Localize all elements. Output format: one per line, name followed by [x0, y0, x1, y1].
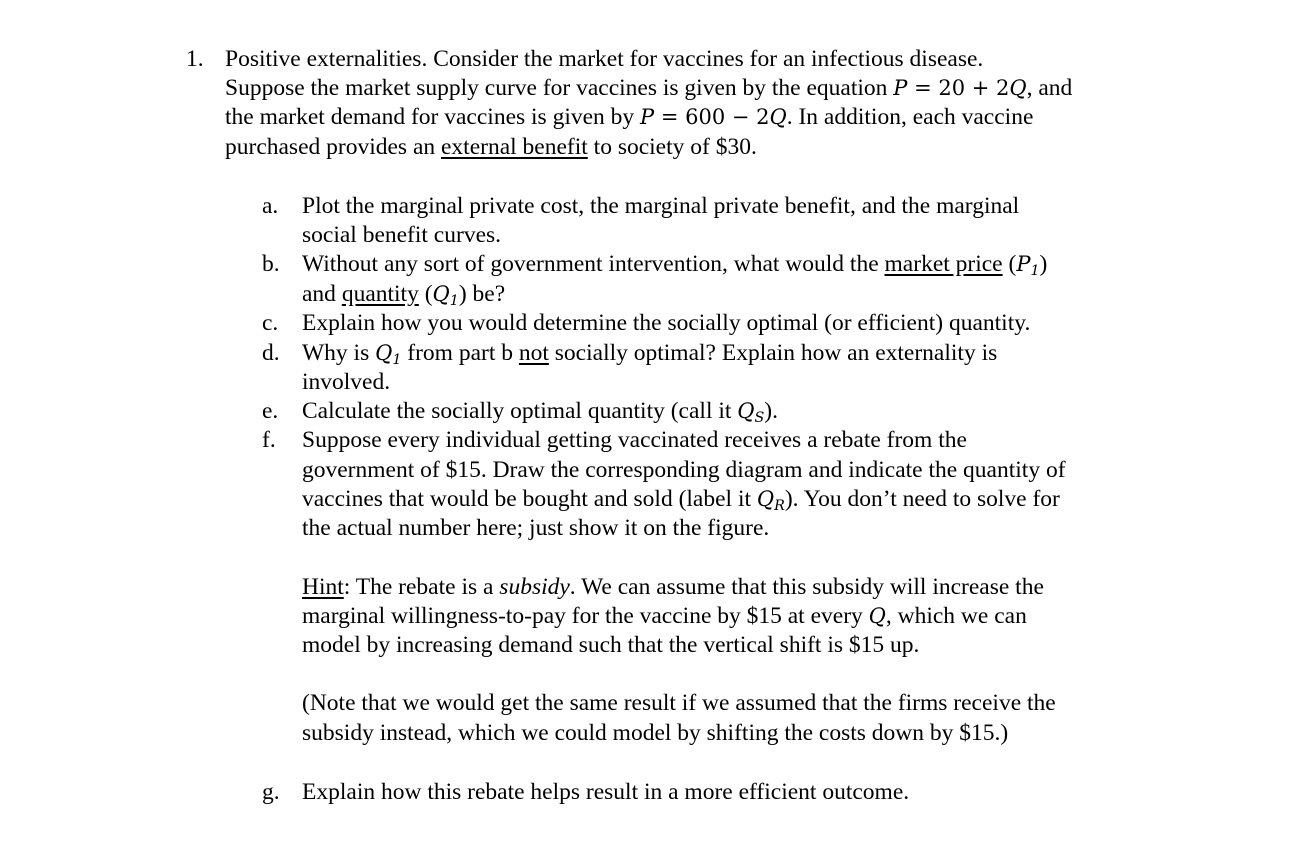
hint-line-2: [302, 605, 1027, 629]
demand-eq-q: Q: [769, 105, 787, 129]
not-term: not: [518, 340, 549, 366]
part-f-label: f.: [262, 427, 276, 453]
part-c-line-1: Explain how you would determine the socially optimal (or efficient) quantity.: [302, 310, 1031, 336]
intro-line-4: [225, 136, 757, 160]
p1-symbol-sub: 1: [1030, 262, 1040, 279]
hint-line-1-b: . We can assume that this subsidy will increase the: [569, 574, 1044, 600]
part-f-line-1: Suppose every individual getting vaccinated receives a rebate from the: [302, 427, 967, 453]
part-d-label: d.: [262, 340, 280, 366]
part-g-label: g.: [262, 779, 280, 805]
part-f-line-3-pre: vaccines that would be bought and sold (label it: [302, 486, 757, 512]
part-b-line-2-pre: and: [302, 281, 342, 307]
intro-line-3: [225, 106, 1033, 130]
qs-symbol-letter: Q: [737, 399, 755, 423]
intro-line-2-end: , and: [1026, 75, 1073, 101]
part-d-line-1-pre: Why is: [302, 340, 376, 366]
part-f-line-3: [302, 488, 1060, 512]
q1-symbol-d: [375, 341, 402, 368]
part-b-line-2: [302, 283, 505, 307]
intro-line-3-text: the market demand for vaccines is given by: [225, 104, 641, 130]
part-a-label: a.: [262, 193, 279, 219]
intro-line-1: Positive externalities. Consider the market for vaccines for an infectious disease.: [225, 46, 984, 72]
intro-line-4-post: to society of $30.: [587, 134, 757, 160]
part-b-line-2-close: ) be?: [458, 281, 506, 307]
supply-eq-p: P: [893, 76, 908, 100]
part-d-line-1-post: socially optimal? Explain how an externality is: [548, 340, 998, 366]
hint-line-1: [302, 576, 1044, 600]
q-symbol-hint: Q: [868, 604, 886, 628]
part-e-label: e.: [262, 398, 279, 424]
part-b-line-2-open: (: [418, 281, 433, 307]
part-f-line-4: the actual number here; just show it on the figure.: [302, 515, 770, 541]
part-f-line-2: government of $15. Draw the corresponding diagram and indicate the quantity of: [302, 457, 1066, 483]
note-line-2: subsidy instead, which we could model by shifting the costs down by $15.): [302, 720, 1009, 746]
part-g-line-1: Explain how this rebate helps result in a more efficient outcome.: [302, 779, 910, 805]
supply-eq-rest: = 20 + 2: [907, 76, 1010, 100]
part-b-open-paren: (: [1002, 251, 1017, 277]
p1-symbol: [1016, 252, 1040, 279]
part-e-line-1: [302, 400, 778, 424]
part-d-line-1: [302, 342, 997, 366]
intro-line-2: [225, 77, 1072, 101]
part-a-line-2: social benefit curves.: [302, 222, 502, 248]
part-e-line-1-post: ).: [764, 398, 778, 424]
part-f-line-3-post: ). You don’t need to solve for: [784, 486, 1060, 512]
demand-eq-rest: = 600 − 2: [654, 105, 770, 129]
hint-line-2-post: , which we can: [885, 603, 1027, 629]
part-c-label: c.: [262, 310, 279, 336]
hint-line-2-pre: marginal willingness-to-pay for the vaccine by $15 at every: [302, 603, 869, 629]
part-b-close-paren: ): [1039, 251, 1048, 277]
part-b-label: b.: [262, 251, 280, 277]
part-a-line-1: Plot the marginal private cost, the marginal private benefit, and the marginal: [302, 193, 1020, 219]
part-b-line-1-pre: Without any sort of government intervention, what would the: [302, 251, 885, 277]
qs-symbol-sub: S: [754, 409, 765, 426]
hint-label: Hint: [302, 574, 344, 600]
supply-eq-q: Q: [1009, 76, 1027, 100]
qs-symbol: [737, 399, 765, 426]
intro-line-2-text: Suppose the market supply curve for vaccines is given by the equation: [225, 75, 894, 101]
note-line-1: (Note that we would get the same result if we assumed that the firms receive the: [302, 690, 1056, 716]
q1-symbol-d-letter: Q: [375, 341, 393, 365]
qr-symbol-letter: Q: [756, 487, 775, 511]
part-d-line-2: involved.: [302, 369, 391, 395]
qr-symbol-sub: R: [774, 497, 785, 514]
quantity-term: quantity: [341, 281, 419, 307]
intro-line-3-end: . In addition, each vaccine: [786, 104, 1034, 130]
part-d-line-1-mid: from part b: [401, 340, 519, 366]
qr-symbol: [756, 487, 785, 514]
q1-symbol: [432, 282, 459, 309]
hint-line-1-a: : The rebate is a: [343, 574, 500, 600]
intro-line-4-pre: purchased provides an: [225, 134, 441, 160]
q1-symbol-letter: Q: [432, 282, 450, 306]
p1-symbol-letter: P: [1016, 252, 1031, 276]
demand-eq-p: P: [640, 105, 655, 129]
part-e-line-1-pre: Calculate the socially optimal quantity (call it: [302, 398, 738, 424]
hint-line-3: model by increasing demand such that the vertical shift is $15 up.: [302, 632, 920, 658]
q1-symbol-d-sub: 1: [392, 351, 402, 368]
external-benefit-term: external benefit: [441, 134, 588, 160]
problem-number: 1.: [186, 46, 204, 72]
q1-symbol-sub: 1: [449, 292, 459, 309]
part-b-line-1: [302, 253, 1047, 277]
market-price-term: market price: [884, 251, 1003, 277]
subsidy-term: subsidy: [499, 574, 570, 600]
